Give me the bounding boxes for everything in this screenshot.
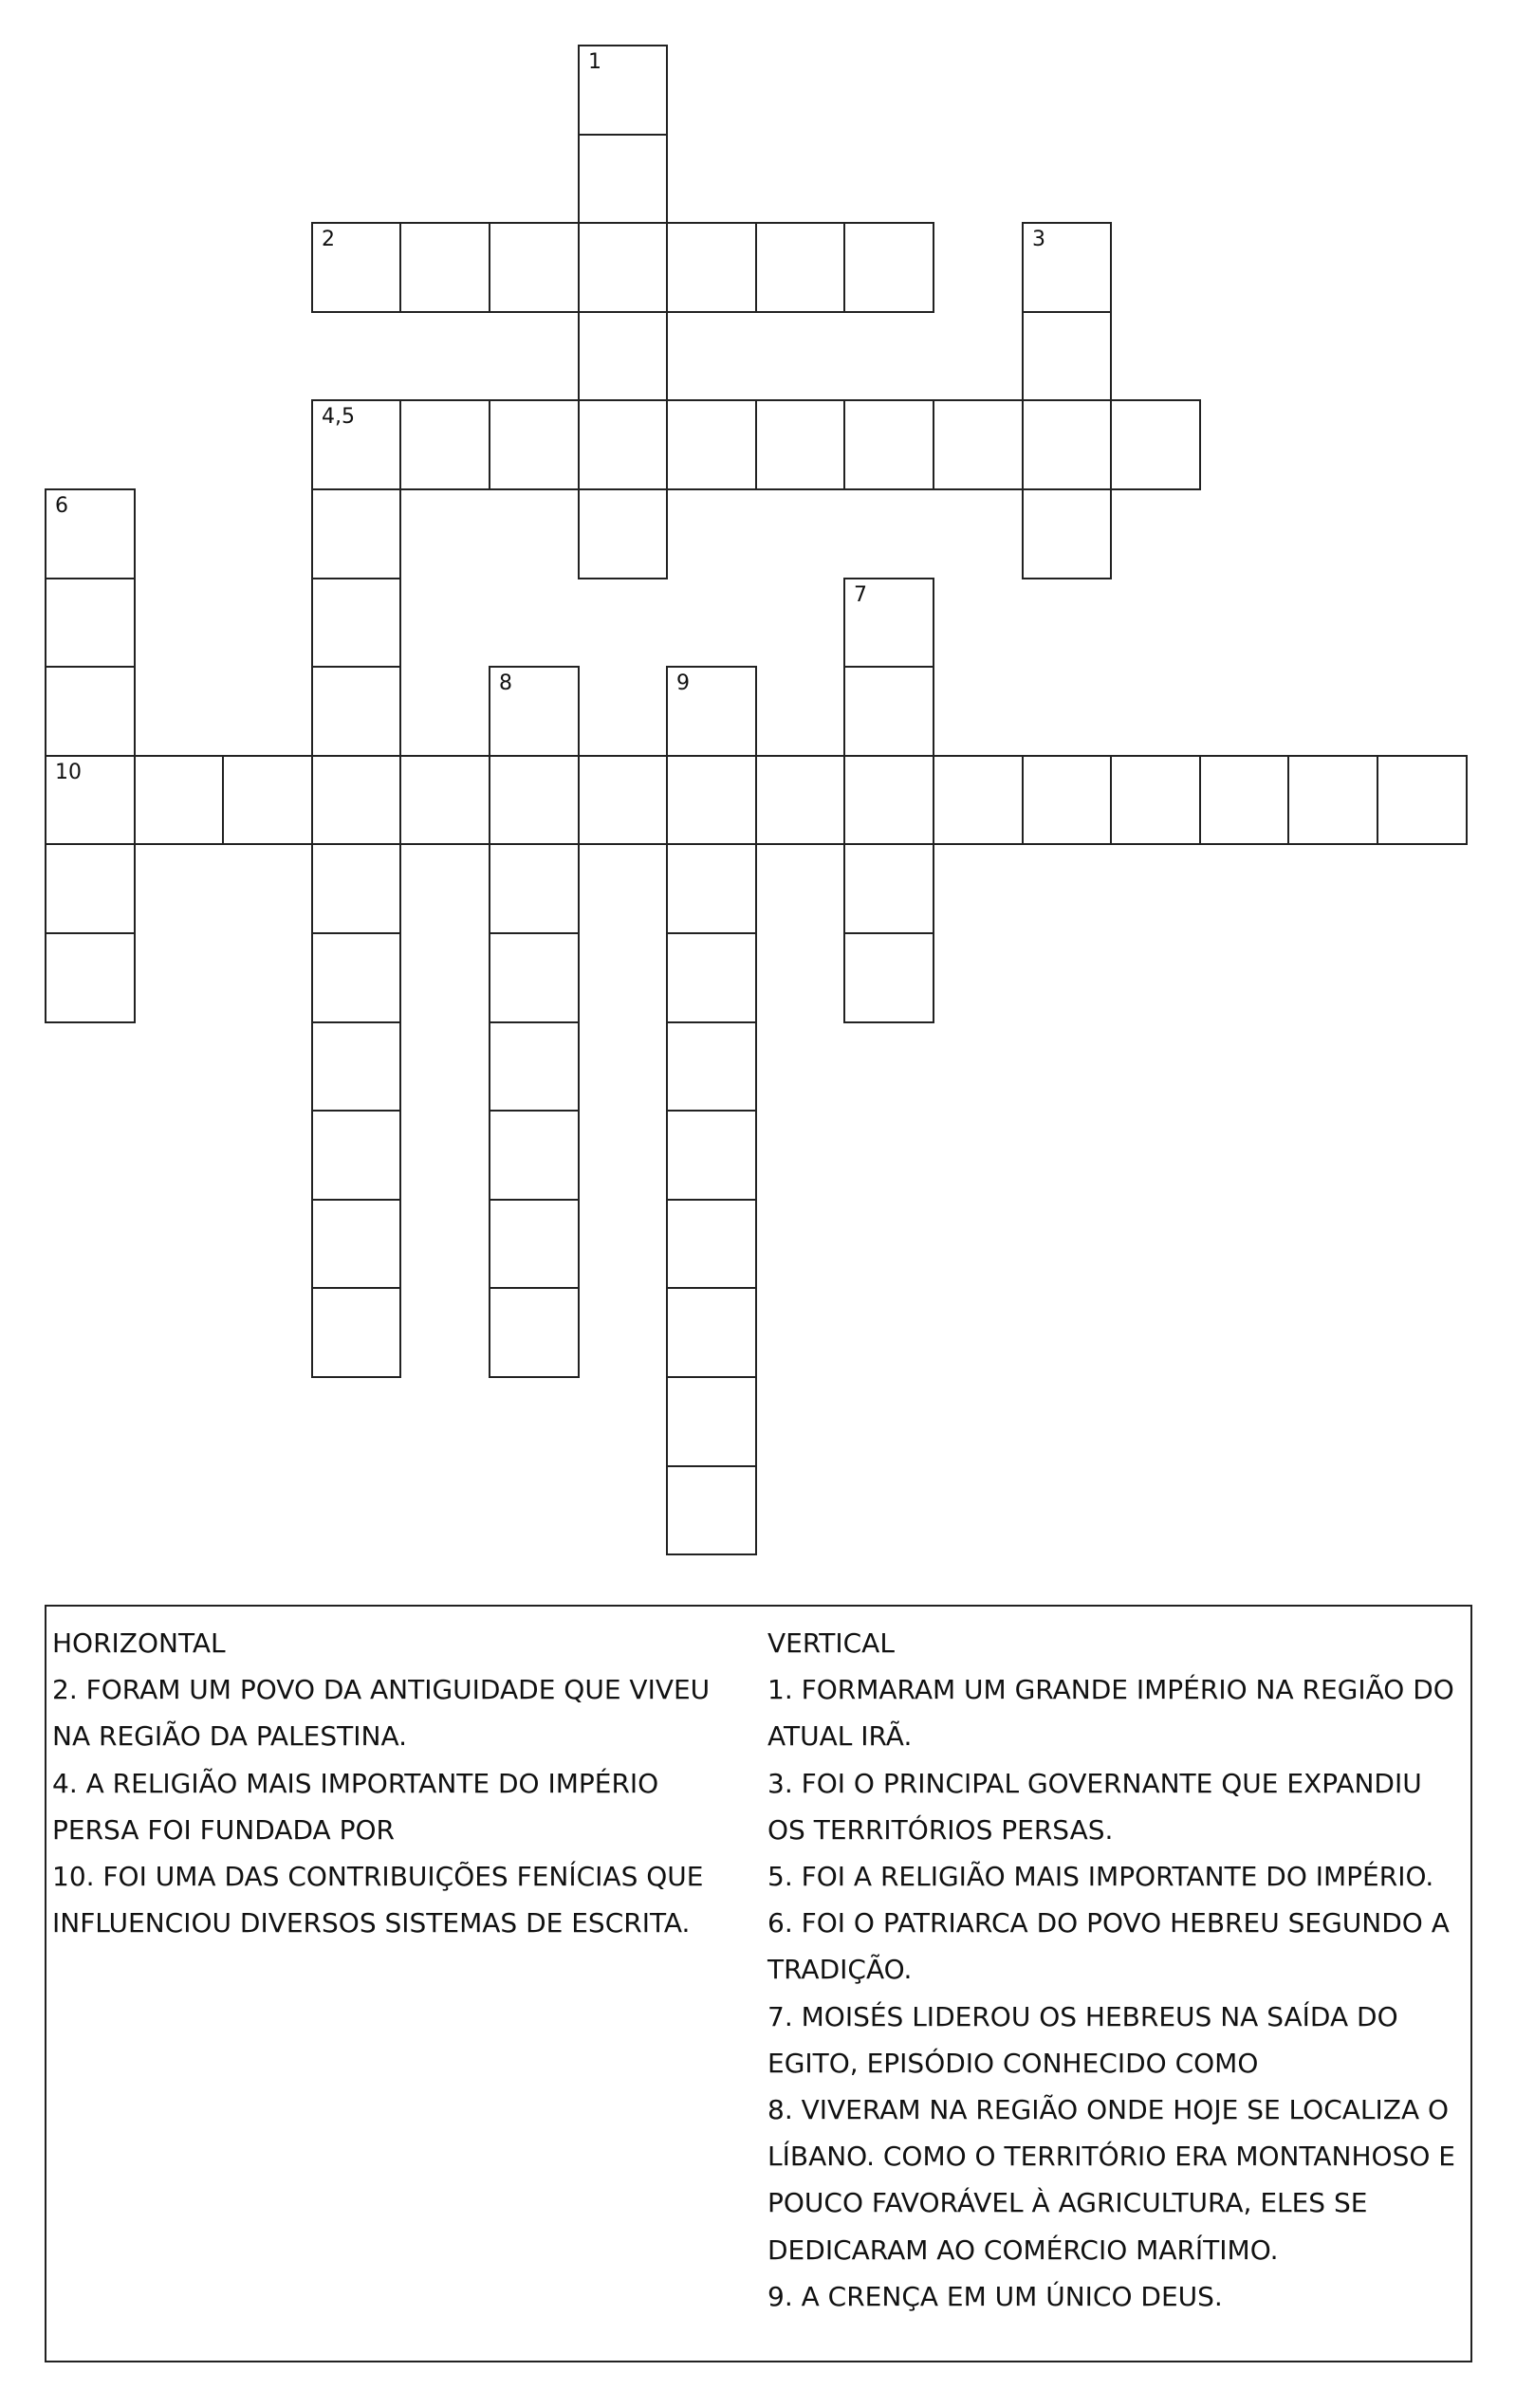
grid-cell[interactable] [843,843,934,934]
clue-number: 1 [588,50,601,74]
grid-cell[interactable] [311,843,401,934]
grid-cell[interactable] [1022,488,1112,579]
grid-cell[interactable] [311,1199,401,1289]
grid-cell[interactable] [1022,399,1112,490]
clue-number: 4,5 [322,405,355,429]
grid-cell[interactable] [578,755,668,845]
grid-cell[interactable] [489,222,580,313]
grid-cell[interactable] [489,1021,580,1112]
clue-line: ATUAL IRÃ. [767,1720,913,1753]
grid-cell[interactable] [578,311,668,401]
grid-cell[interactable] [489,843,580,934]
grid-cell[interactable] [666,399,757,490]
clue-number: 7 [854,583,867,607]
clue-number: 10 [55,761,82,784]
clue-line: INFLUENCIOU DIVERSOS SISTEMAS DE ESCRITA. [52,1907,691,1939]
clue-line: 7. MOISÉS LIDEROU OS HEBREUS NA SAÍDA DO [767,2000,1398,2032]
grid-cell[interactable] [45,666,136,757]
clue-line: POUCO FAVORÁVEL À AGRICULTURA, ELES SE [767,2187,1368,2219]
grid-cell[interactable] [489,399,580,490]
grid-cell[interactable] [578,134,668,224]
grid-cell[interactable] [755,755,845,845]
grid-cell[interactable] [755,222,845,313]
grid-cell[interactable] [45,932,136,1023]
grid-cell[interactable] [489,666,580,757]
grid-cell[interactable] [578,222,668,313]
grid-cell[interactable] [843,932,934,1023]
grid-cell[interactable] [1199,755,1289,845]
grid-cell[interactable] [666,1465,757,1555]
clue-number: 9 [676,671,690,695]
grid-cell[interactable] [843,578,934,668]
clue-box [45,1605,1472,2362]
clue-line: 2. FORAM UM POVO DA ANTIGUIDADE QUE VIVEU [52,1674,711,1706]
grid-cell[interactable] [666,1376,757,1467]
grid-cell[interactable] [843,399,934,490]
vertical-clues [767,1620,1470,2320]
grid-cell[interactable] [311,1021,401,1112]
clue-line: 9. A CRENÇA EM UM ÚNICO DEUS. [767,2280,1223,2312]
clue-line: LÍBANO. COMO O TERRITÓRIO ERA MONTANHOSO E [767,2141,1455,2173]
grid-cell[interactable] [489,755,580,845]
clue-line: PERSA FOI FUNDADA POR [52,1813,395,1846]
grid-cell[interactable] [666,843,757,934]
grid-cell[interactable] [666,222,757,313]
grid-cell[interactable] [666,666,757,757]
grid-cell[interactable] [311,666,401,757]
grid-cell[interactable] [933,399,1024,490]
clue-line: 1. FORMARAM UM GRANDE IMPÉRIO NA REGIÃO DO [767,1674,1454,1706]
grid-cell[interactable] [578,399,668,490]
grid-cell[interactable] [1022,755,1112,845]
horizontal-clues [52,1620,754,1946]
grid-cell[interactable] [843,666,934,757]
clue-line: 5. FOI A RELIGIÃO MAIS IMPORTANTE DO IMPÉRIO. [767,1861,1434,1893]
clue-line: 6. FOI O PATRIARCA DO POVO HEBREU SEGUNDO A [767,1907,1450,1939]
clue-line: 3. FOI O PRINCIPAL GOVERNANTE QUE EXPANDIU [767,1767,1422,1799]
grid-cell[interactable] [489,932,580,1023]
clue-line: DEDICARAM AO COMÉRCIO MARÍTIMO. [767,2233,1279,2266]
clue-line: 10. FOI UMA DAS CONTRIBUIÇÕES FENÍCIAS QUE [52,1861,704,1893]
grid-cell[interactable] [578,45,668,136]
grid-cell[interactable] [1287,755,1378,845]
grid-cell[interactable] [1022,222,1112,313]
grid-cell[interactable] [399,399,490,490]
grid-cell[interactable] [666,755,757,845]
grid-cell[interactable] [1022,311,1112,401]
grid-cell[interactable] [933,755,1024,845]
grid-cell[interactable] [489,1110,580,1201]
grid-cell[interactable] [45,755,136,845]
grid-cell[interactable] [666,1199,757,1289]
grid-cell[interactable] [755,399,845,490]
vertical-heading: VERTICAL [767,1627,895,1659]
grid-cell[interactable] [843,222,934,313]
grid-cell[interactable] [666,1110,757,1201]
grid-cell[interactable] [489,1199,580,1289]
grid-cell[interactable] [1110,399,1201,490]
clue-line: 4. A RELIGIÃO MAIS IMPORTANTE DO IMPÉRIO [52,1767,659,1799]
grid-cell[interactable] [666,932,757,1023]
clue-number: 2 [322,228,335,251]
grid-cell[interactable] [666,1287,757,1378]
grid-cell[interactable] [399,755,490,845]
grid-cell[interactable] [311,1287,401,1378]
clue-number: 8 [499,671,512,695]
clue-number: 6 [55,494,68,518]
grid-cell[interactable] [222,755,313,845]
grid-cell[interactable] [134,755,224,845]
grid-cell[interactable] [45,578,136,668]
grid-cell[interactable] [1377,755,1468,845]
grid-cell[interactable] [311,1110,401,1201]
grid-cell[interactable] [1110,755,1201,845]
grid-cell[interactable] [399,222,490,313]
clue-number: 3 [1032,228,1045,251]
grid-cell[interactable] [311,578,401,668]
clue-line: NA REGIÃO DA PALESTINA. [52,1720,408,1753]
clue-line: 8. VIVERAM NA REGIÃO ONDE HOJE SE LOCALIZA O [767,2094,1450,2126]
grid-cell[interactable] [843,755,934,845]
grid-cell[interactable] [311,488,401,579]
grid-cell[interactable] [311,222,401,313]
grid-cell[interactable] [489,1287,580,1378]
grid-cell[interactable] [311,932,401,1023]
grid-cell[interactable] [311,399,401,490]
grid-cell[interactable] [578,488,668,579]
grid-cell[interactable] [45,488,136,579]
clue-line: EGITO, EPISÓDIO CONHECIDO COMO [767,2047,1259,2079]
clue-line: OS TERRITÓRIOS PERSAS. [767,1813,1114,1846]
grid-cell[interactable] [311,755,401,845]
grid-cell[interactable] [45,843,136,934]
horizontal-heading: HORIZONTAL [52,1627,226,1659]
clue-line: TRADIÇÃO. [767,1954,913,1986]
grid-cell[interactable] [666,1021,757,1112]
